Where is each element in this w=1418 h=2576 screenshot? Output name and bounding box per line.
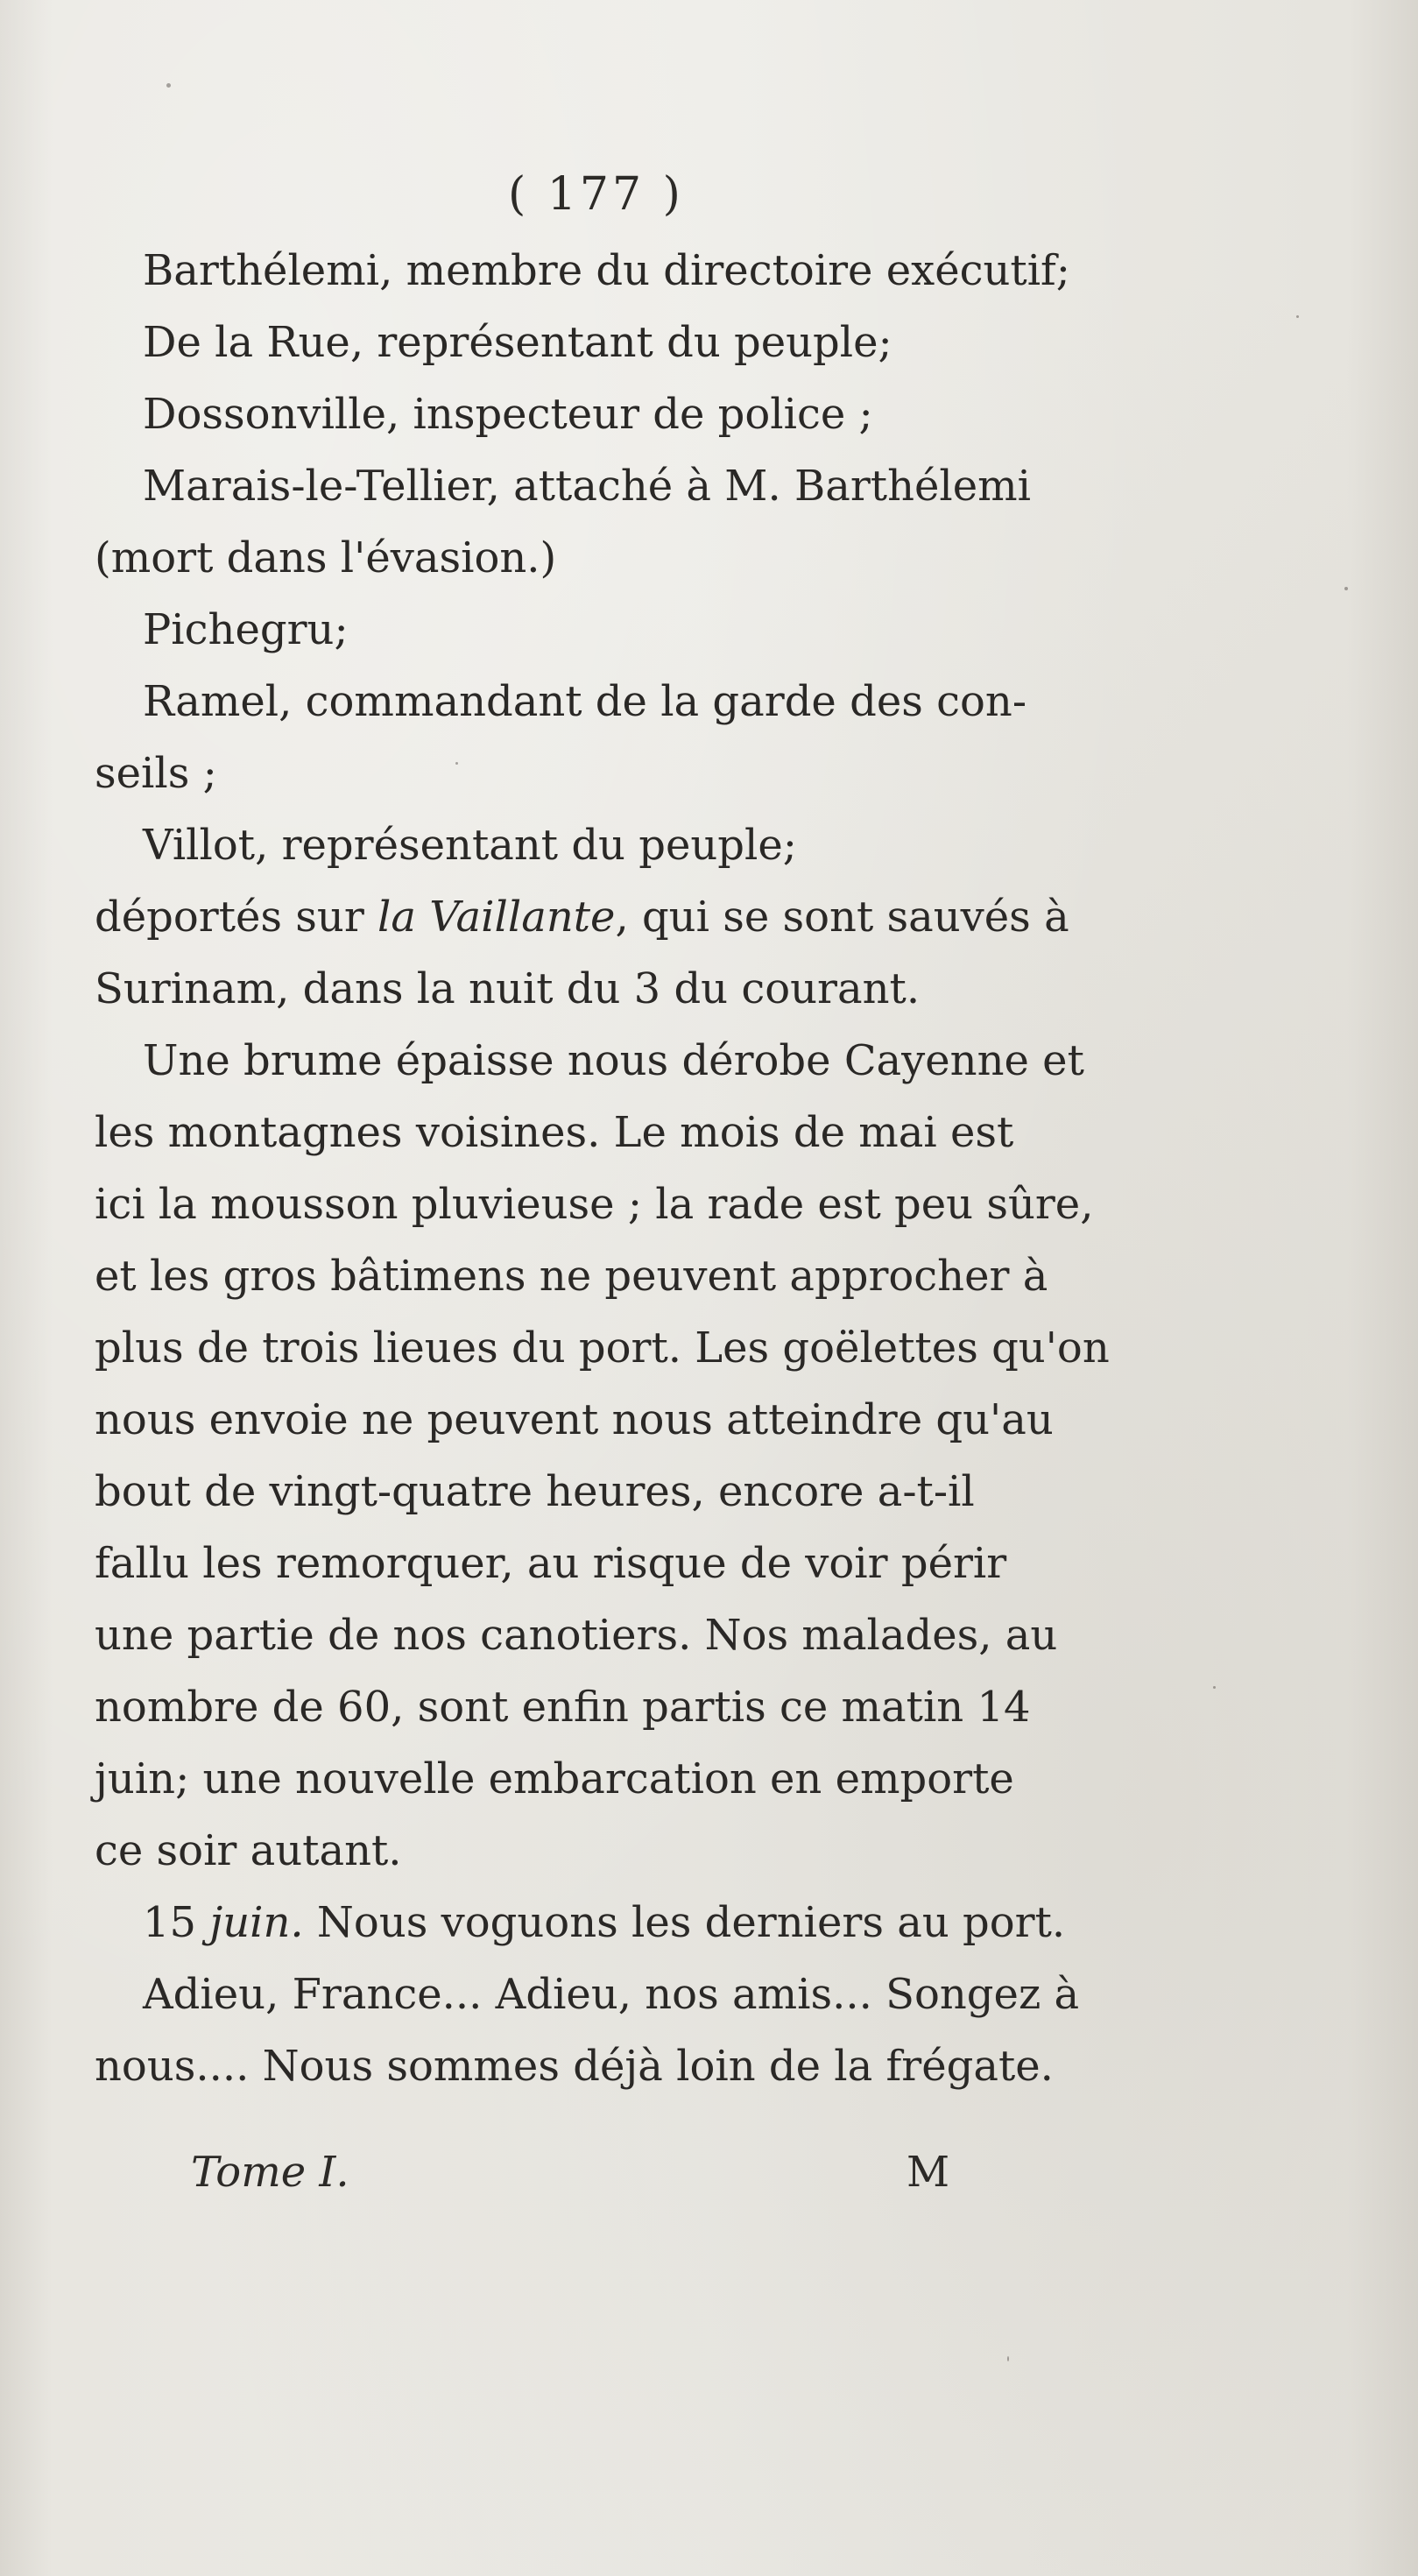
text-line: Villot, représentant du peuple; [143, 821, 797, 870]
text-line: juin; une nouvelle embarcation en emporte [95, 1754, 1014, 1803]
signature-mark: M [907, 2148, 950, 2197]
text-line: Une brume épaisse nous dérobe Cayenne et [143, 1036, 1084, 1085]
text-line-date [143, 1898, 1066, 1947]
text-line: bout de vingt-quatre heures, encore a-t-il [95, 1467, 975, 1516]
text-line: nombre de 60, sont enfin partis ce matin 14 [95, 1683, 1031, 1732]
text-line: Surinam, dans la nuit du 3 du courant. [95, 964, 921, 1013]
text-line: les montagnes voisines. Le mois de mai est [95, 1108, 1014, 1157]
ship-name: la Vaillante [377, 893, 616, 942]
paper-speck [166, 83, 171, 88]
text-line: nous.... Nous sommes déjà loin de la frégate. [95, 2042, 1054, 2091]
text-line: Ramel, commandant de la garde des con- [143, 677, 1027, 726]
paper-speck [1344, 587, 1348, 590]
text-line: De la Rue, représentant du peuple; [143, 318, 892, 367]
paper-speck [455, 762, 458, 765]
text-line: fallu les remorquer, au risque de voir périr [95, 1539, 1007, 1588]
paper-speck [1007, 2356, 1009, 2361]
text-span: Nous voguons les derniers au port. [303, 1898, 1066, 1947]
text-line: Marais-le-Tellier, attaché à M. Barthélemi [143, 462, 1032, 511]
text-line: Dossonville, inspecteur de police ; [143, 390, 873, 439]
date-number: 15 [143, 1898, 210, 1947]
text-line: Pichegru; [143, 605, 349, 654]
text-line: nous envoie ne peuvent nous atteindre qu'au [95, 1395, 1054, 1444]
text-line: et les gros bâtimens ne peuvent approcher à [95, 1252, 1048, 1301]
text-line: plus de trois lieues du port. Les goëlettes qu'on [95, 1323, 1110, 1373]
text-line: Barthélemi, membre du directoire exécutif; [143, 246, 1070, 295]
text-line: ce soir autant. [95, 1826, 402, 1875]
text-line: Adieu, France... Adieu, nos amis... Songez à [143, 1970, 1080, 2019]
text-span: déportés sur [95, 893, 378, 942]
paper-speck [1213, 1686, 1216, 1689]
text-line: ici la mousson pluvieuse ; la rade est peu sûre, [95, 1180, 1094, 1229]
date-month: juin. [209, 1898, 304, 1947]
text-line: une partie de nos canotiers. Nos malades, au [95, 1611, 1058, 1660]
text-span: , qui se sont sauvés à [615, 893, 1069, 942]
text-line-deportes [95, 893, 1069, 942]
page-number: ( 177 ) [508, 168, 684, 221]
volume-label: Tome I. [191, 2148, 349, 2197]
text-line: seils ; [95, 749, 217, 798]
paper-speck [1296, 315, 1299, 318]
text-line: (mort dans l'évasion.) [95, 533, 557, 582]
